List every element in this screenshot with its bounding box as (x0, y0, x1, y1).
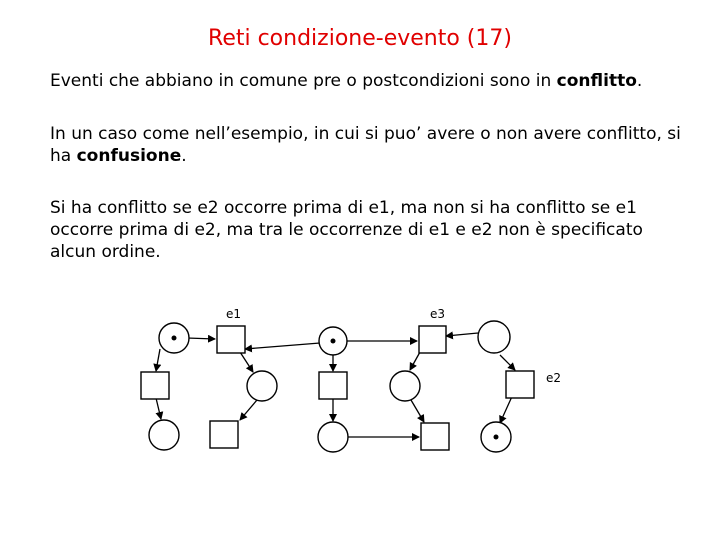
label-e2: e2 (546, 371, 562, 385)
p2-text: In un caso come nell’esempio, in cui si puo’ avere o non avere conflitto, si ha (50, 124, 681, 166)
transition-t1 (141, 372, 169, 399)
paragraph-order: Si ha conflitto se e2 occorre prima di e1, ma non si ha conflitto se e1 occorre prima di e2, ma tra le occorrenze di e1 e e2 non è specificato alcun ordine. (50, 198, 643, 262)
transition-t2 (319, 372, 347, 399)
slide-title: Reti condizione-evento (17) (208, 26, 512, 51)
arc-e1-p5 (240, 352, 253, 372)
transition-t4 (210, 421, 238, 448)
token-p2 (331, 339, 336, 344)
arc-p1-e1 (187, 338, 215, 339)
p1-end: . (636, 71, 643, 91)
transition-e3 (419, 326, 446, 353)
place-p6 (318, 422, 348, 452)
label-e3: e3 (430, 307, 446, 321)
label-e1: e1 (226, 307, 242, 321)
arc-t1-p4 (156, 398, 161, 419)
place-p4 (149, 420, 179, 450)
p1-text: Eventi che abbiano in comune pre o postcondizioni sono in (50, 71, 557, 91)
arc-e3-p7 (410, 352, 420, 370)
arc-p3-e3 (446, 333, 478, 336)
place-p3 (478, 321, 510, 353)
token-p8 (494, 435, 499, 440)
transition-e1 (217, 326, 245, 353)
arc-p3-e2 (500, 355, 515, 370)
p2-end: . (181, 146, 187, 166)
transition-e2 (506, 371, 534, 398)
arc-p5-t4 (240, 400, 257, 420)
token-p1 (172, 336, 177, 341)
place-p7 (390, 371, 420, 401)
arc-p2-e1 (245, 343, 320, 349)
arc-p1-t1 (156, 349, 160, 371)
place-p5 (247, 371, 277, 401)
transition-t5 (421, 423, 449, 450)
p1-bold: conflitto (556, 71, 637, 91)
p2-bold: confusione (76, 146, 182, 166)
arc-p7-t5 (411, 400, 424, 422)
